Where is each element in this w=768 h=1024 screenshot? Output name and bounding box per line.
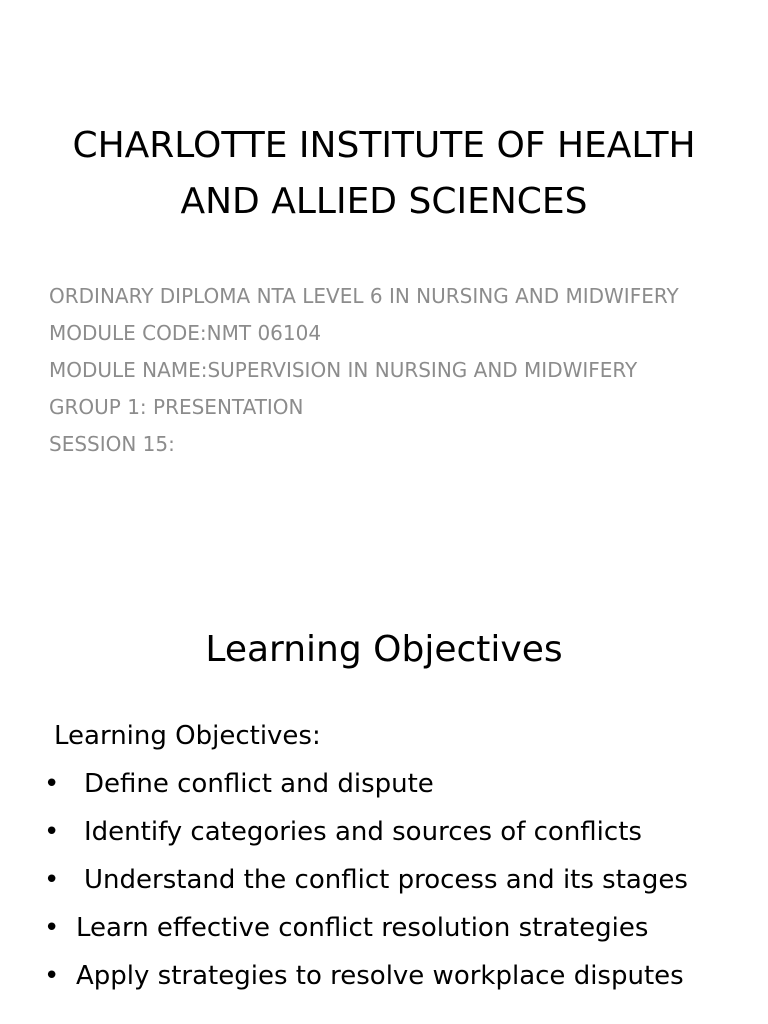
session-line: SESSION 15: bbox=[49, 432, 175, 456]
institute-title-line-1: CHARLOTTE INSTITUTE OF HEALTH bbox=[72, 125, 696, 166]
objective-text: Apply strategies to resolve workplace disputes bbox=[76, 961, 684, 991]
objective-text: Understand the conflict process and its stages bbox=[84, 865, 688, 895]
program-line: ORDINARY DIPLOMA NTA LEVEL 6 IN NURSING AND MIDWIFERY bbox=[49, 284, 679, 308]
objectives-slide bbox=[0, 600, 768, 1024]
list-item bbox=[44, 860, 764, 908]
objectives-intro: Learning Objectives: bbox=[54, 721, 321, 751]
objectives-title: Learning Objectives bbox=[205, 629, 563, 670]
list-item bbox=[44, 812, 764, 860]
institute-title-line-2: AND ALLIED SCIENCES bbox=[180, 181, 588, 222]
objectives-list bbox=[44, 764, 764, 1004]
subtitle-list bbox=[49, 280, 729, 465]
module-code-line: MODULE CODE:NMT 06104 bbox=[49, 321, 322, 345]
bullet-icon: • bbox=[44, 817, 60, 847]
group-line: GROUP 1: PRESENTATION bbox=[49, 395, 304, 419]
bullet-icon: • bbox=[44, 865, 60, 895]
objective-text: Learn effective conflict resolution strategies bbox=[76, 913, 649, 943]
institute-title bbox=[40, 118, 728, 230]
module-name-line: MODULE NAME:SUPERVISION IN NURSING AND MIDWIFERY bbox=[49, 358, 638, 382]
list-item bbox=[44, 764, 764, 812]
list-item bbox=[44, 956, 764, 1004]
objective-text: Define conflict and dispute bbox=[84, 769, 434, 799]
bullet-icon: • bbox=[44, 961, 60, 991]
objective-text: Identify categories and sources of conflicts bbox=[84, 817, 642, 847]
bullet-icon: • bbox=[44, 913, 60, 943]
bullet-icon: • bbox=[44, 769, 60, 799]
list-item bbox=[44, 908, 764, 956]
